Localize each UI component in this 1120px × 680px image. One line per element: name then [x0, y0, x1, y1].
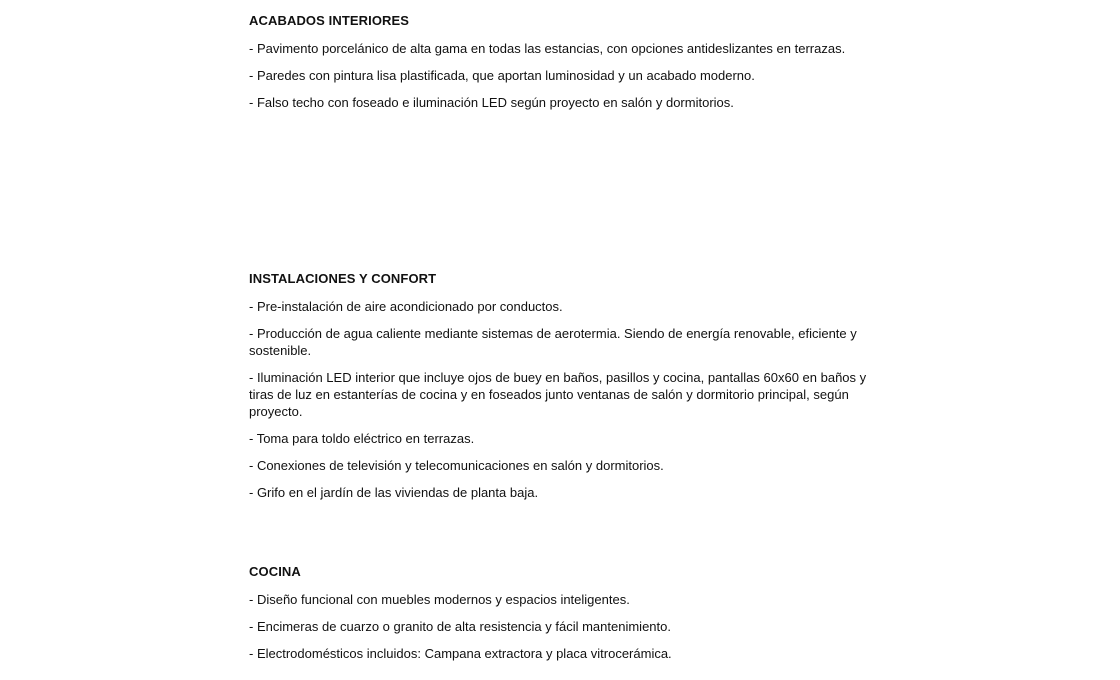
list-item: - Grifo en el jardín de las viviendas de planta baja.	[249, 485, 539, 500]
list-item: - Falso techo con foseado e iluminación LED según proyecto en salón y dormitorios.	[249, 95, 734, 110]
list-item: - Conexiones de televisión y telecomunicaciones en salón y dormitorios.	[249, 458, 664, 473]
list-item: - Electrodomésticos incluidos: Campana extractora y placa vitrocerámica.	[249, 646, 672, 661]
section-title: ACABADOS INTERIORES	[249, 13, 410, 28]
list-item: - Iluminación LED interior que incluye ojos de buey en baños, pasillos y cocina, pantallas 60x60 en baños y tiras de luz en estanterías de cocina y en foseados junto ventanas de salón y dormitorio principal, según proyecto.	[249, 370, 867, 419]
section-instalaciones-confort	[249, 271, 879, 511]
list-item: - Paredes con pintura lisa plastificada, que aportan luminosidad y un acabado moderno.	[249, 68, 755, 83]
list-item: - Pavimento porcelánico de alta gama en todas las estancias, con opciones antideslizantes en terrazas.	[249, 41, 846, 56]
section-title: INSTALACIONES Y CONFORT	[249, 271, 437, 286]
list-item: - Toma para toldo eléctrico en terrazas.	[249, 431, 475, 446]
list-item: - Producción de agua caliente mediante sistemas de aerotermia. Siendo de energía renovable, eficiente y sostenible.	[249, 326, 857, 358]
section-cocina	[249, 564, 879, 672]
list-item: - Pre-instalación de aire acondicionado por conductos.	[249, 299, 563, 314]
list-item: - Encimeras de cuarzo o granito de alta resistencia y fácil mantenimiento.	[249, 619, 671, 634]
list-item: - Diseño funcional con muebles modernos y espacios inteligentes.	[249, 592, 630, 607]
section-title: COCINA	[249, 564, 301, 579]
section-acabados-interiores	[249, 13, 879, 121]
